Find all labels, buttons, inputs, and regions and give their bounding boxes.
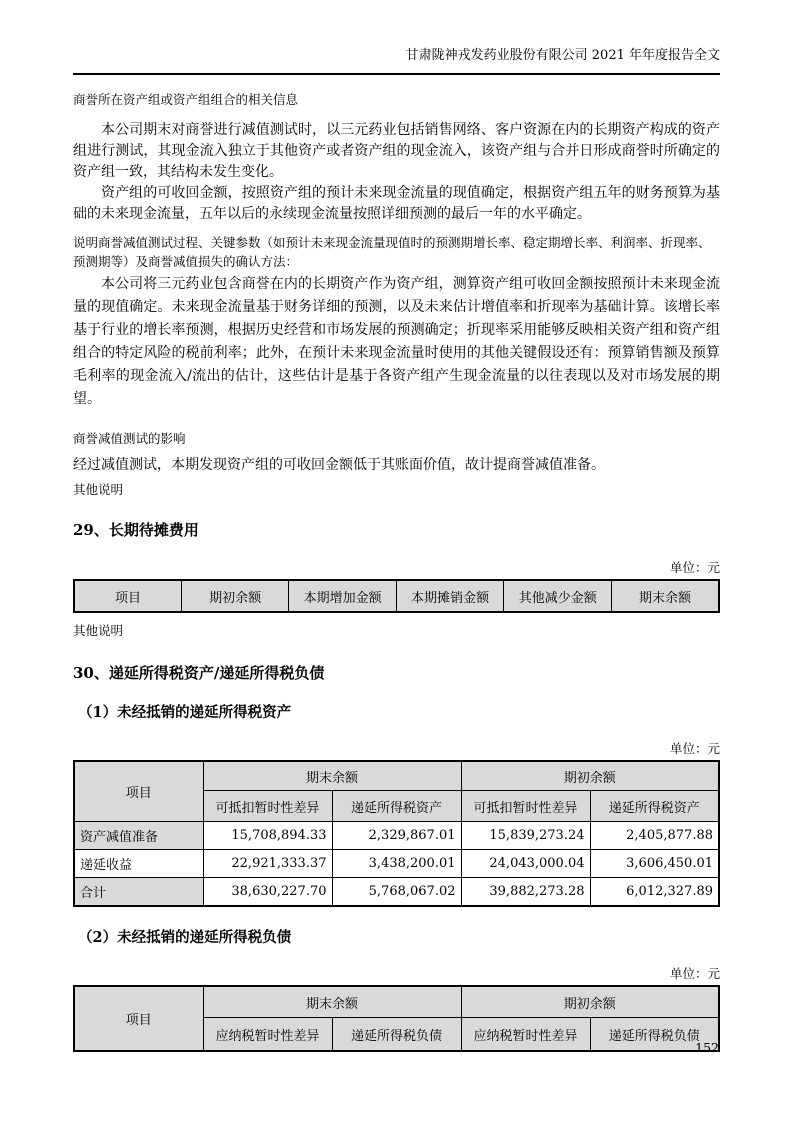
col-header-deductible-difference-begin: 可抵扣暂时性差异 [461,791,590,822]
table-row-total [74,878,719,907]
deferred-tax-assets-unit-label: 单位：元 [669,741,720,756]
cell-value: 3,438,200.01 [332,850,461,878]
col-header-deferred-tax-asset-end: 递延所得税资产 [332,791,461,822]
report-header-title: 甘肃陇神戎发药业股份有限公司 2021 年年度报告全文 [73,48,720,75]
section-29-other-note-label: 其他说明 [73,623,124,638]
cell-value: 15,839,273.24 [461,822,590,850]
goodwill-paragraph-1: 本公司期末对商誉进行减值测试时，以三元药业包括销售网络、客户资源在内的长期资产构成的资产组进行测试，其现金流入独立于其他资产或者资产组的现金流入，该资产组与合并日形成商誉时所确定的资产组一致，其结构未发生变化。 [73,122,720,180]
deferred-tax-liabilities-table [73,985,720,1052]
cell-value: 5,768,067.02 [332,878,461,907]
table-group-header-row [74,761,719,791]
col-header-other-decrease: 其他减少金额 [504,580,612,612]
col-header-item: 项目 [74,986,203,1051]
goodwill-impact-text: 经过减值测试，本期发现资产组的可收回金额低于其账面价值，故计提商誉减值准备。 [73,457,605,473]
cell-value: 2,329,867.01 [332,822,461,850]
col-header-item: 项目 [74,761,203,822]
group-header-closing-balance: 期末余额 [203,986,461,1018]
col-header-item: 项目 [74,580,181,612]
goodwill-impact-label: 商誉减值测试的影响 [73,431,186,446]
goodwill-info-label: 商誉所在资产组或资产组组合的相关信息 [73,92,299,107]
row-label-total: 合计 [74,878,203,907]
goodwill-process-label: 说明商誉减值测试过程、关键参数（如预计未来现金流量现值时的预测期增长率、稳定期增长率、利润率、折现率、预测期等）及商誉减值损失的确认方法： [73,235,711,269]
deferred-tax-assets-table [73,760,720,907]
cell-value: 6,012,327.89 [590,878,719,907]
cell-value: 3,606,450.01 [590,850,719,878]
deferred-tax-liabilities-unit-label: 单位：元 [669,966,720,981]
col-header-deferred-tax-asset-begin: 递延所得税资产 [590,791,719,822]
long-term-deferred-expenses-table [73,579,720,613]
cell-value: 39,882,273.28 [461,878,590,907]
cell-value: 2,405,877.88 [590,822,719,850]
col-header-taxable-difference-end: 应纳税暂时性差异 [203,1018,332,1052]
col-header-deductible-difference-end: 可抵扣暂时性差异 [203,791,332,822]
group-header-opening-balance: 期初余额 [461,761,719,791]
section-29-unit-label: 单位：元 [669,560,720,575]
deferred-tax-assets-heading: （1）未经抵销的递延所得税资产 [78,704,292,721]
cell-value: 15,708,894.33 [203,822,332,850]
col-header-deferred-tax-liability-end: 递延所得税负债 [332,1018,461,1052]
section-30-heading: 30、递延所得税资产/递延所得税负债 [73,664,325,682]
col-header-taxable-difference-begin: 应纳税暂时性差异 [461,1018,590,1052]
goodwill-other-note-label: 其他说明 [73,482,124,497]
goodwill-paragraph-2: 资产组的可收回金额，按照资产组的预计未来现金流量的现值确定，根据资产组五年的财务预算为基础的未来现金流量，五年以后的永续现金流量按照详细预测的最后一年的水平确定。 [73,185,720,222]
col-header-closing-balance: 期末余额 [611,580,719,612]
cell-value: 24,043,000.04 [461,850,590,878]
group-header-opening-balance: 期初余额 [461,986,719,1018]
row-label-impairment-provision: 资产减值准备 [74,822,203,850]
table-row [74,822,719,850]
deferred-tax-liabilities-heading: （2）未经抵销的递延所得税负债 [78,929,292,946]
col-header-increase: 本期增加金额 [289,580,397,612]
cell-value: 38,630,227.70 [203,878,332,907]
table-group-header-row [74,986,719,1018]
col-header-opening-balance: 期初余额 [181,580,288,612]
section-29-heading: 29、长期待摊费用 [73,521,199,539]
table-header-row [74,580,719,612]
row-label-deferred-income: 递延收益 [74,850,203,878]
goodwill-paragraph-3: 本公司将三元药业包含商誉在内的长期资产作为资产组，测算资产组可收回金额按照预计未来现金流量的现值确定。未来现金流量基于财务详细的预测，以及未来估计增值率和折现率为基础计算。该增长率基于行业的增长率预测，根据历史经营和市场发展的预测确定；折现率采用能够反映相关资产组和资产组组合的特定风险的税前利率；此外，在预计未来现金流量时使用的其他关键假设还有：预算销售额及预算毛利率的现金流入/流出的估计，这些估计是基于各资产组产生现金流量的以往表现以及对市场发展的期望。 [73,276,720,407]
page-number: 152 [695,1040,719,1055]
col-header-deferred-tax-liability-begin: 递延所得税负债 [590,1018,719,1052]
col-header-amortization: 本期摊销金额 [396,580,504,612]
table-row [74,850,719,878]
group-header-closing-balance: 期末余额 [203,761,461,791]
cell-value: 22,921,333.37 [203,850,332,878]
